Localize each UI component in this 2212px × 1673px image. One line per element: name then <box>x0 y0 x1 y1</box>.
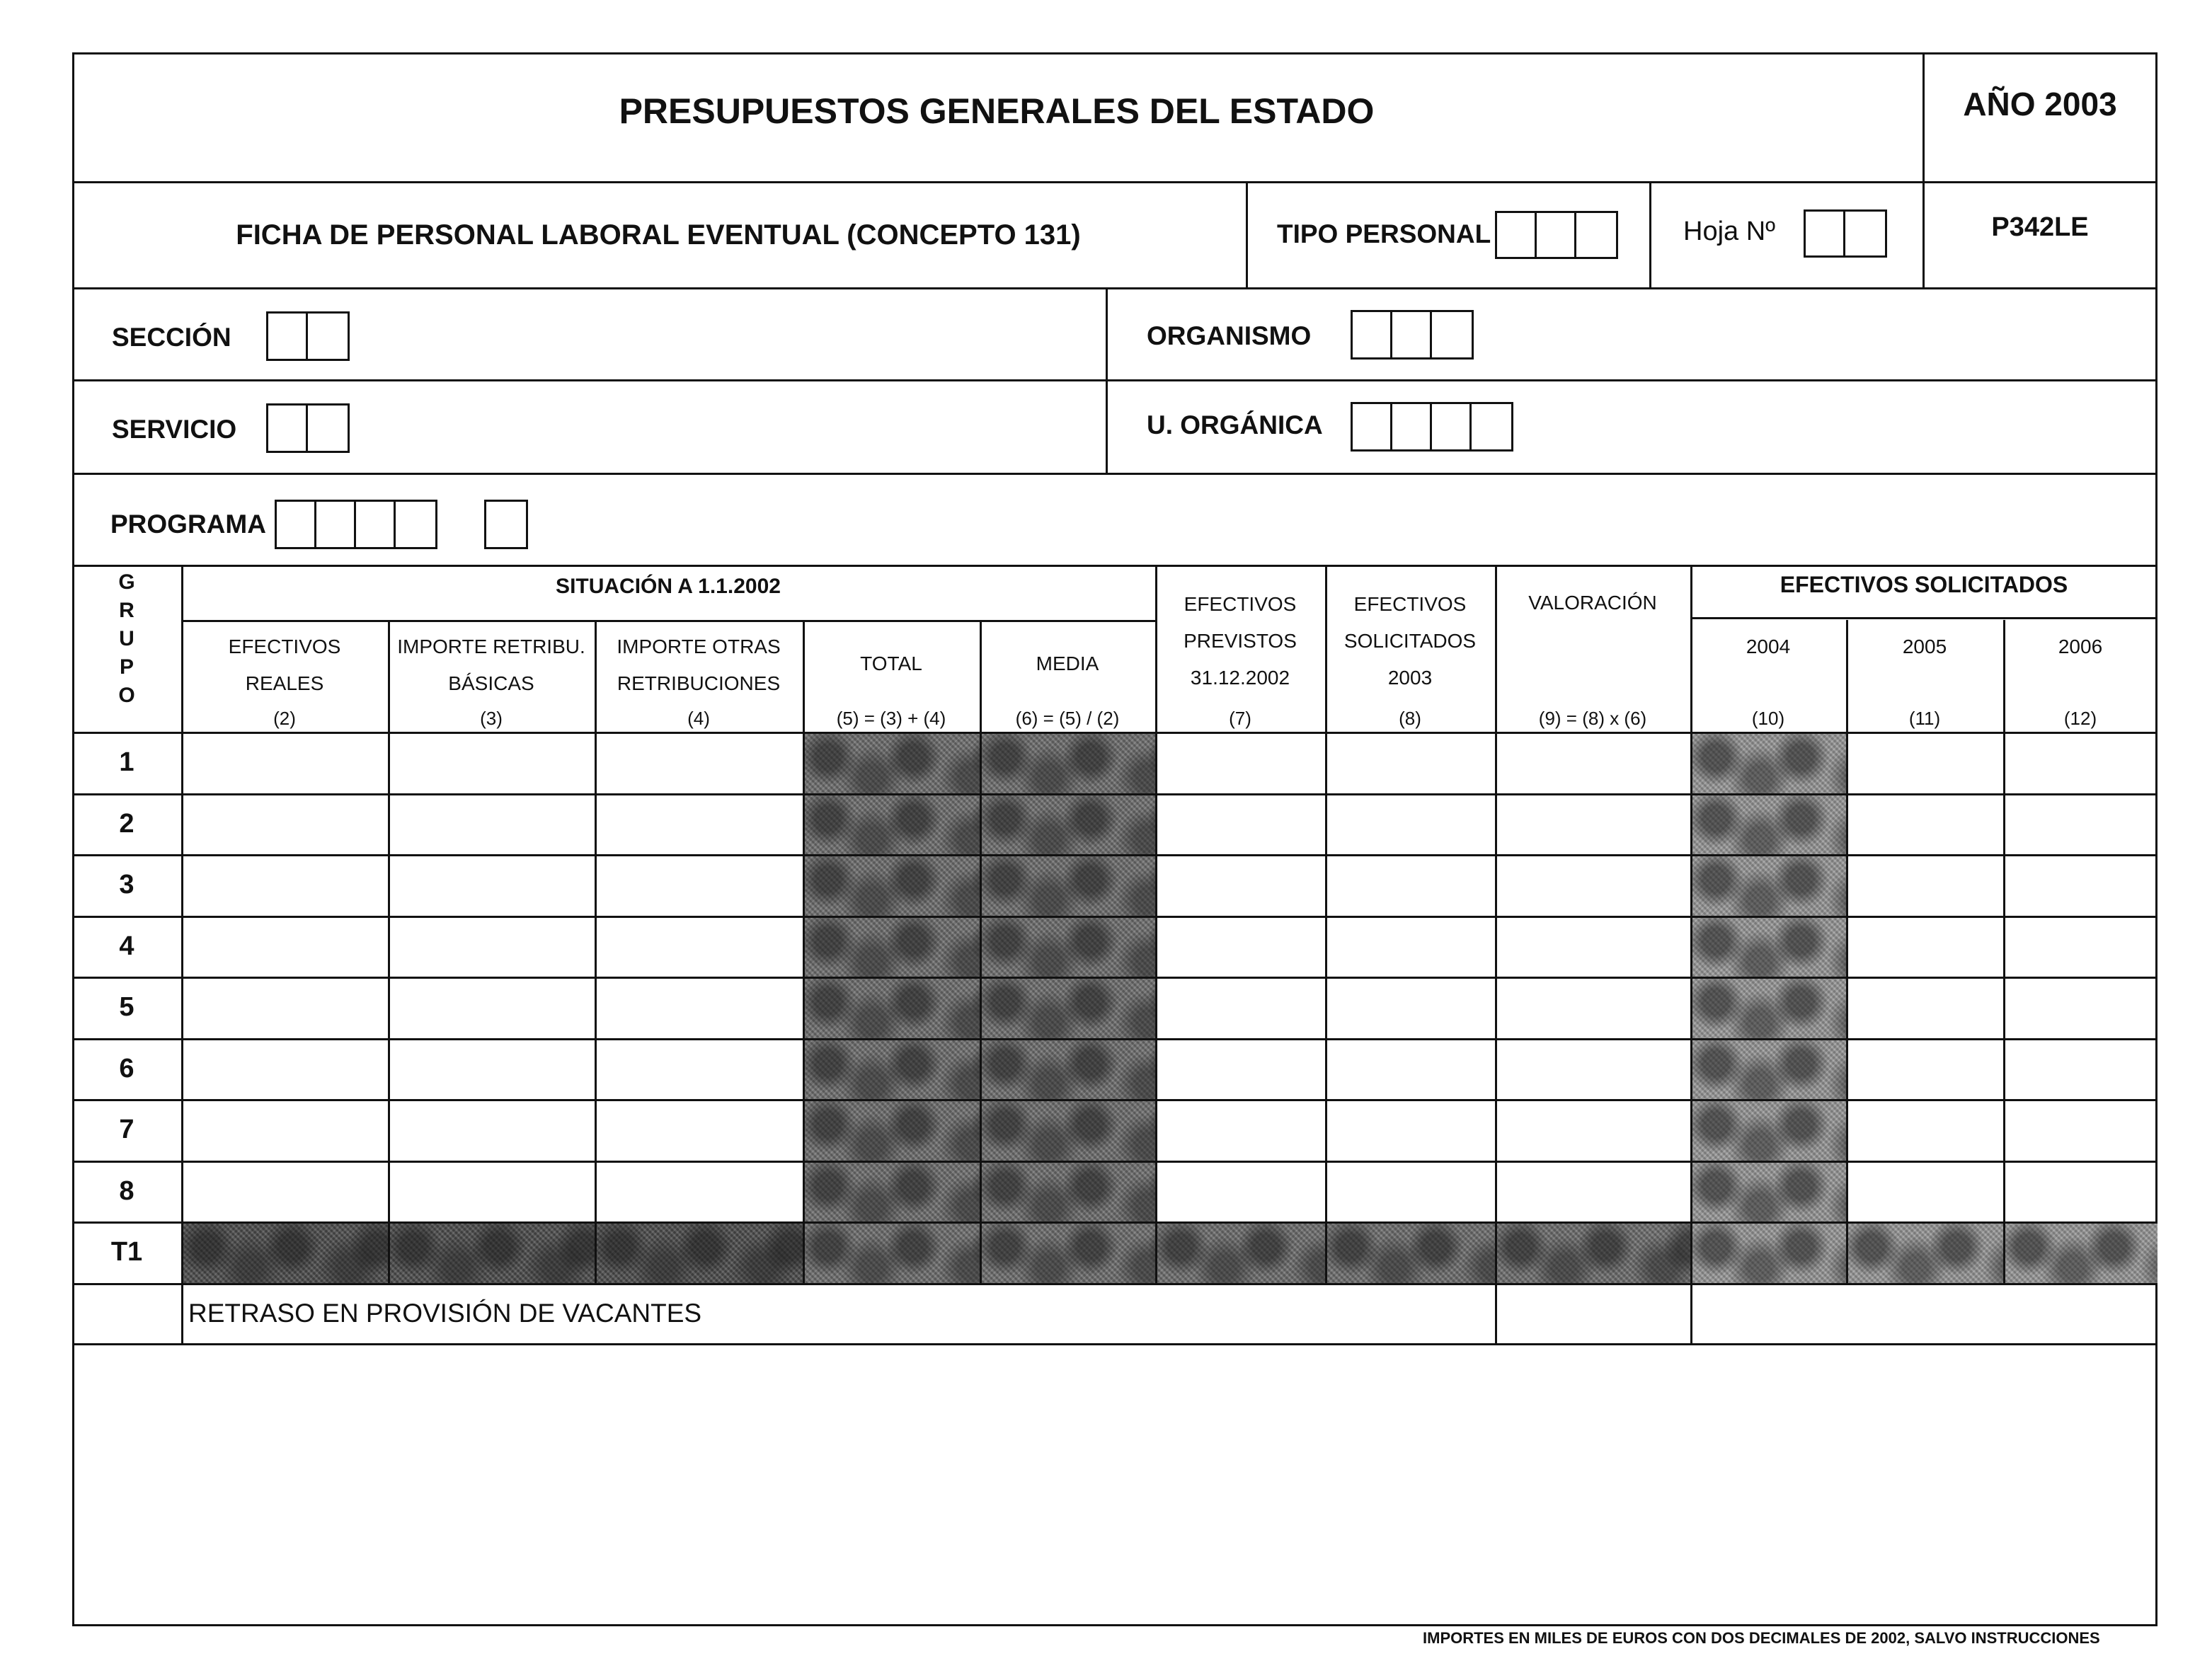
shaded-cell <box>388 1221 595 1283</box>
shaded-cell <box>1690 1099 1846 1161</box>
form-title: PRESUPUESTOS GENERALES DEL ESTADO <box>619 91 1375 131</box>
row-label: 1 <box>119 747 134 777</box>
column-formula: (8) <box>1399 708 1421 729</box>
column-formula: (10) <box>1751 708 1785 729</box>
shaded-cell <box>980 1038 1155 1100</box>
column-header: EFECTIVOS <box>1353 593 1467 615</box>
servicio-input[interactable] <box>266 403 350 453</box>
footer-note: IMPORTES EN MILES DE EUROS CON DOS DECIMALES DE 2002, SALVO INSTRUCCIONES <box>1423 1629 2100 1647</box>
retraso-label: RETRASO EN PROVISIÓN DE VACANTES <box>188 1298 702 1328</box>
shaded-cell <box>980 732 1155 793</box>
year-label: AÑO 2003 <box>1963 86 2117 122</box>
column-formula: (2) <box>273 708 296 729</box>
row-label: 7 <box>119 1115 134 1144</box>
column-header: 2003 <box>1387 667 1433 689</box>
column-header: PREVISTOS <box>1184 630 1297 652</box>
shaded-cell <box>2003 1221 2157 1283</box>
seccion-label: SECCIÓN <box>112 323 231 352</box>
shaded-cell <box>980 1099 1155 1161</box>
row-label: 6 <box>119 1053 134 1083</box>
shaded-cell <box>595 1221 803 1283</box>
column-formula: (3) <box>480 708 503 729</box>
column-formula: (12) <box>2063 708 2097 729</box>
grupo-letter: U <box>119 627 134 650</box>
shaded-cell <box>803 854 980 916</box>
shaded-cell <box>1690 793 1846 855</box>
programa-label: PROGRAMA <box>110 510 266 539</box>
shaded-cell <box>803 1221 980 1283</box>
u-organica-input[interactable] <box>1351 402 1513 452</box>
column-header: EFECTIVOS <box>1184 593 1297 615</box>
row-label: 3 <box>119 870 134 899</box>
column-formula: (7) <box>1229 708 1251 729</box>
efectivos-solicitados-header: EFECTIVOS SOLICITADOS <box>1780 572 2068 597</box>
shaded-cell <box>1155 1221 1325 1283</box>
row-label: 5 <box>119 992 134 1022</box>
column-header: RETRIBUCIONES <box>617 672 781 694</box>
column-header: SOLICITADOS <box>1343 630 1477 652</box>
column-header: IMPORTE OTRAS <box>617 636 781 657</box>
column-header: EFECTIVOS <box>228 636 341 657</box>
row-label: 4 <box>119 931 134 961</box>
tipo-personal-input[interactable] <box>1495 211 1618 259</box>
shaded-cell <box>980 1161 1155 1222</box>
column-header: VALORACIÓN <box>1528 592 1657 614</box>
shaded-cell <box>1690 1221 1846 1283</box>
shaded-cell <box>1690 916 1846 977</box>
column-formula: (5) = (3) + (4) <box>836 708 946 729</box>
servicio-label: SERVICIO <box>112 415 237 444</box>
shaded-cell <box>1690 977 1846 1038</box>
column-formula: (9) = (8) x (6) <box>1538 708 1647 729</box>
programa-input[interactable] <box>275 500 437 549</box>
shaded-cell <box>1325 1221 1495 1283</box>
row-label: T1 <box>110 1237 143 1267</box>
column-header: MEDIA <box>1036 652 1099 674</box>
column-formula: (4) <box>687 708 710 729</box>
shaded-cell <box>803 793 980 855</box>
shaded-cell <box>1690 1038 1846 1100</box>
programa-suffix-input[interactable] <box>484 500 528 549</box>
shaded-cell <box>803 1038 980 1100</box>
column-header: 2005 <box>1902 636 1947 657</box>
shaded-cell <box>803 977 980 1038</box>
form-subtitle: FICHA DE PERSONAL LABORAL EVENTUAL (CONCEPTO 131) <box>236 219 1081 251</box>
column-header: BÁSICAS <box>448 672 534 694</box>
column-header: TOTAL <box>860 652 922 674</box>
organismo-label: ORGANISMO <box>1147 321 1312 350</box>
shaded-cell <box>980 1221 1155 1283</box>
shaded-cell <box>803 1099 980 1161</box>
shaded-cell <box>803 732 980 793</box>
shaded-cell <box>1495 1221 1690 1283</box>
shaded-cell <box>803 916 980 977</box>
column-header: IMPORTE RETRIBU. <box>397 636 585 657</box>
shaded-cell <box>1690 854 1846 916</box>
row-label: 8 <box>119 1175 134 1206</box>
grupo-letter: P <box>119 655 134 679</box>
column-header: 31.12.2002 <box>1190 667 1290 689</box>
grupo-letter: O <box>118 684 135 707</box>
shaded-cell <box>980 793 1155 855</box>
hoja-number-input[interactable] <box>1804 209 1887 258</box>
hoja-label: Hoja Nº <box>1683 217 1776 246</box>
seccion-input[interactable] <box>266 311 350 361</box>
grupo-letter: G <box>118 570 135 594</box>
shaded-cell <box>181 1221 388 1283</box>
grupo-letter: R <box>119 599 134 622</box>
situacion-header: SITUACIÓN A 1.1.2002 <box>556 575 781 598</box>
column-formula: (6) = (5) / (2) <box>1015 708 1120 729</box>
shaded-cell <box>980 916 1155 977</box>
shaded-cell <box>803 1161 980 1222</box>
column-header: 2004 <box>1746 636 1791 657</box>
column-formula: (11) <box>1908 708 1941 729</box>
shaded-cell <box>1690 732 1846 793</box>
shaded-cell <box>980 977 1155 1038</box>
shaded-cell <box>1690 1161 1846 1222</box>
shaded-cell <box>1846 1221 2003 1283</box>
shaded-cell <box>980 854 1155 916</box>
u-organica-label: U. ORGÁNICA <box>1147 410 1323 439</box>
organismo-input[interactable] <box>1351 310 1474 360</box>
row-label: 2 <box>119 808 134 839</box>
column-header: REALES <box>245 672 324 694</box>
column-header: 2006 <box>2058 636 2103 657</box>
tipo-personal-label: TIPO PERSONAL <box>1277 219 1491 248</box>
form-code: P342LE <box>1991 212 2089 242</box>
